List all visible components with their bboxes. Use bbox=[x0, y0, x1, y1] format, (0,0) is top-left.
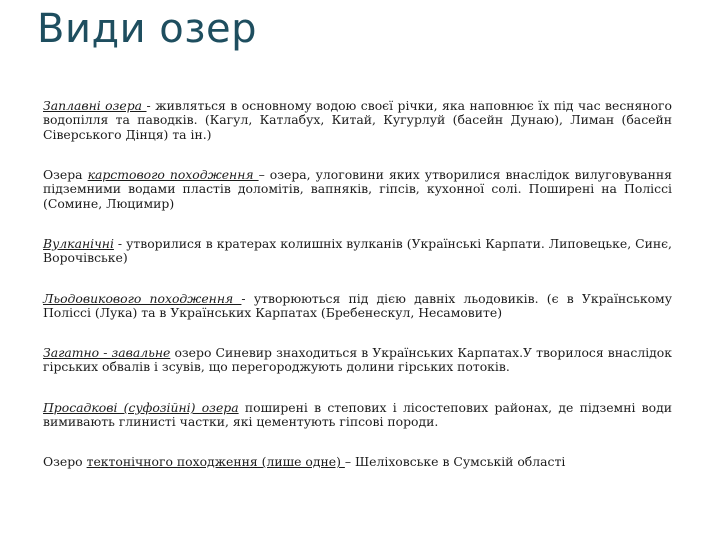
term-floodplain-lakes: Заплавні озера bbox=[43, 98, 147, 113]
term-tectonic-origin: тектонічного походження (лише одне) bbox=[86, 454, 345, 469]
term-karst-origin: карстового походження bbox=[87, 167, 259, 182]
paragraph-prefix: Озера bbox=[43, 167, 88, 182]
slide-title: Види озер bbox=[37, 6, 258, 52]
paragraph-text: – Шеліховське в Сумській області bbox=[344, 454, 566, 469]
paragraph-prefix: Озеро bbox=[43, 454, 87, 469]
term-subsidence: Просадкові (суфозійні) озера bbox=[43, 400, 239, 415]
paragraph-volcanic-lakes bbox=[43, 237, 672, 266]
paragraph-glacial-lakes bbox=[43, 292, 672, 321]
paragraph-text: - живляться в основному водою своєї річки, яка наповнює їх під час весняного водопілля та паводків. (Кагул, Катлабух, Китай, Кугурлуй (басейн Дунаю), Лиман (басейн Сіверського Дінця) та ін.) bbox=[43, 98, 673, 142]
term-glacial-origin: Льодовикового походження bbox=[43, 291, 242, 306]
term-volcanic: Вулканічні bbox=[43, 236, 114, 251]
paragraph-floodplain-lakes bbox=[43, 99, 672, 142]
paragraph-text: поширені в степових і лісостепових районах, де підземні води вимивають глинисті частки, які цементують гіпсові породи. bbox=[43, 400, 673, 430]
paragraph-dammed-lakes bbox=[43, 346, 672, 375]
paragraph-karst-lakes bbox=[43, 168, 672, 211]
term-dammed: Загатно - завальне bbox=[43, 345, 171, 360]
paragraph-text: - утворилися в кратерах колишніх вулканів (Українські Карпати. Липовецьке, Синє, Ворочівське) bbox=[43, 236, 672, 266]
paragraph-tectonic-lakes bbox=[43, 455, 672, 469]
paragraph-text: - утворюються під дією давніх льодовиків. (є в Українському Поліссі (Лука) та в Українських Карпатах (Бребенескул, Несамовите) bbox=[43, 291, 672, 321]
paragraph-text: – озера, улоговини яких утворилися внаслідок вилуговування підземними водами пластів доломітів, вапняків, гіпсів, кухонної солі. Поширені на Поліссі (Сомине, Люцимир) bbox=[43, 167, 672, 211]
paragraph-text: озеро Синевир знаходиться в Українських Карпатах.У творилося внаслідок гірських обвалів і зсувів, що перегороджують долини гірських потоків. bbox=[43, 345, 672, 375]
paragraph-subsidence-lakes bbox=[43, 401, 672, 430]
